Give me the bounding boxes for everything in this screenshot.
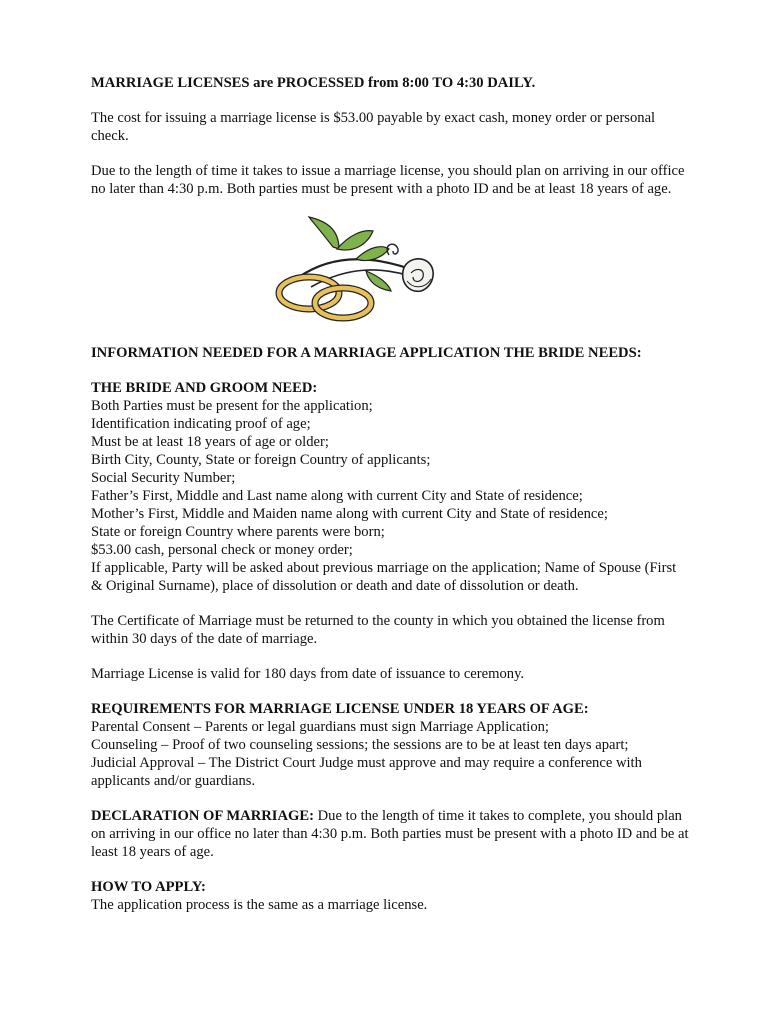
list-item: Birth City, County, State or foreign Country of applicants; — [91, 452, 431, 468]
illustration — [91, 215, 691, 325]
arrival-paragraph: Due to the length of time it takes to issue a marriage license, you should plan on arriving in our office no later than 4:30 p.m. Both parties must be present with a photo ID and be at least 18 years of age. — [91, 163, 685, 197]
list-item: Father’s First, Middle and Last name along with current City and State of residence; — [91, 488, 583, 504]
cost-paragraph: The cost for issuing a marriage license is $53.00 payable by exact cash, money order or personal check. — [91, 110, 656, 144]
list-item: Both Parties must be present for the application; — [91, 398, 373, 414]
declaration-text: Due to the length of time it takes to complete, you should plan on arriving in our office no later than 4:30 p.m. Both parties must be present with a photo ID and be at least 18 years of age. — [91, 808, 689, 860]
hours-heading: MARRIAGE LICENSES are PROCESSED from 8:00 TO 4:30 DAILY. — [91, 75, 536, 91]
list-item: If applicable, Party will be asked about previous marriage on the application; Name of Spouse (First & Original Surname), place of dissolution or death and date of dissolution or death. — [91, 560, 677, 594]
how-to-apply-text: The application process is the same as a marriage license. — [91, 897, 428, 913]
list-item: $53.00 cash, personal check or money order; — [91, 542, 353, 558]
document-page — [91, 74, 691, 914]
list-item: Mother’s First, Middle and Maiden name along with current City and State of residence; — [91, 506, 608, 522]
under18-section — [91, 700, 691, 790]
list-item: Parental Consent – Parents or legal guardians must sign Marriage Application; — [91, 719, 549, 735]
declaration-label: DECLARATION OF MARRIAGE: — [91, 808, 314, 824]
bride-groom-section — [91, 379, 691, 595]
list-item: Must be at least 18 years of age or older; — [91, 434, 329, 450]
how-to-apply-section — [91, 878, 691, 914]
under18-heading: REQUIREMENTS FOR MARRIAGE LICENSE UNDER 18 YEARS OF AGE: — [91, 701, 589, 717]
list-item: Identification indicating proof of age; — [91, 416, 311, 432]
wedding-rings-rose-icon — [271, 215, 441, 325]
declaration-paragraph — [91, 807, 691, 861]
validity-paragraph: Marriage License is valid for 180 days from date of issuance to ceremony. — [91, 666, 525, 682]
list-item: State or foreign Country where parents were born; — [91, 524, 385, 540]
bride-groom-heading: THE BRIDE AND GROOM NEED: — [91, 380, 318, 396]
list-item: Social Security Number; — [91, 470, 236, 486]
info-heading: INFORMATION NEEDED FOR A MARRIAGE APPLICATION THE BRIDE NEEDS: — [91, 345, 642, 361]
how-to-apply-heading: HOW TO APPLY: — [91, 879, 206, 895]
certificate-paragraph: The Certificate of Marriage must be returned to the county in which you obtained the license from within 30 days of the date of marriage. — [91, 613, 665, 647]
list-item: Counseling – Proof of two counseling sessions; the sessions are to be at least ten days apart; — [91, 737, 629, 753]
list-item: Judicial Approval – The District Court Judge must approve and may require a conference with applicants and/or guardians. — [91, 755, 642, 789]
